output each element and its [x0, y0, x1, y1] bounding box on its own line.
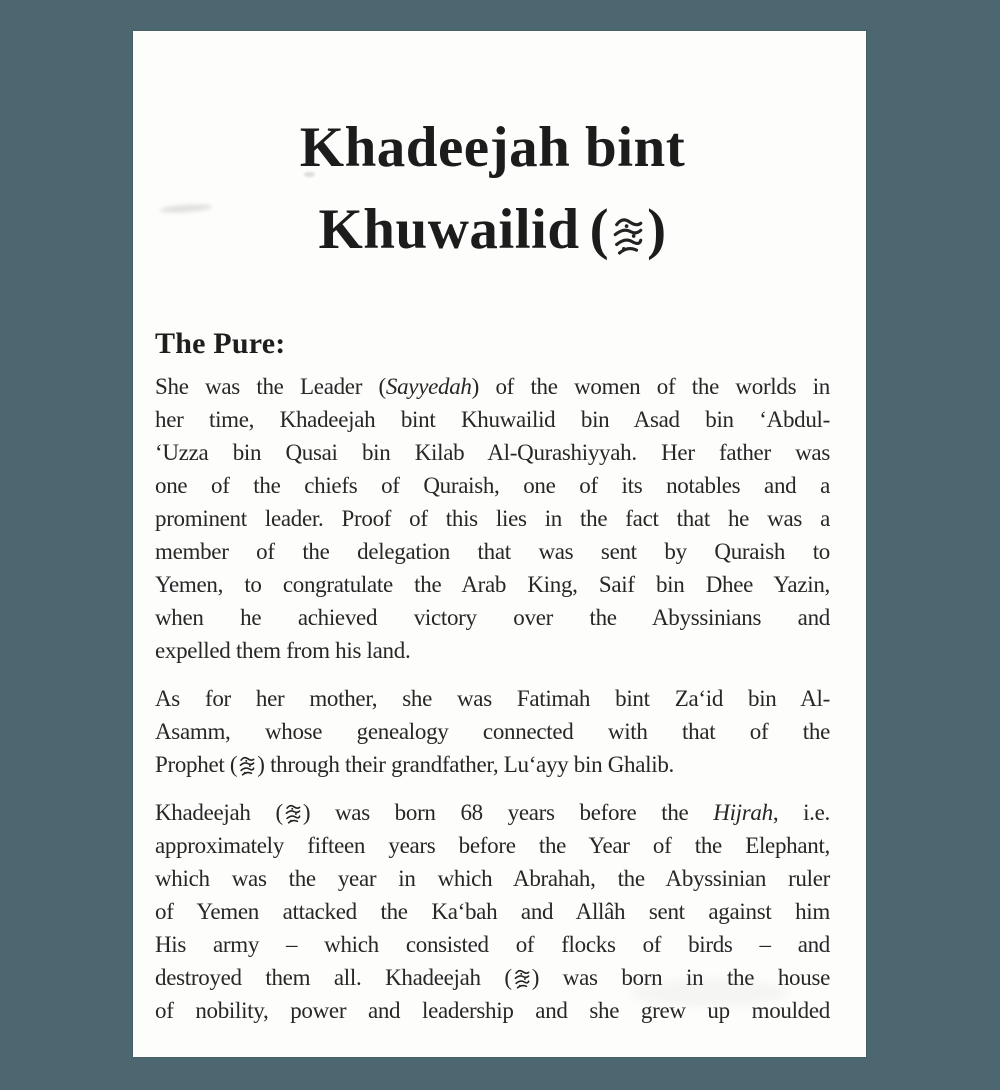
text-line — [155, 403, 830, 436]
text-segment: ‘Uzza bin Qusai bin Kilab Al-Qurashiyyah. Her father was — [155, 440, 830, 466]
text-segment: which was the year in which Abrahah, the Abyssinian ruler — [155, 866, 830, 892]
paragraph — [155, 682, 830, 781]
text-segment: expelled them from his land. — [155, 638, 411, 664]
text-segment: of Yemen attacked the Ka‘bah and Allâh sent against him — [155, 899, 830, 925]
text-segment: Sayyedah — [385, 374, 472, 400]
text-line — [155, 601, 830, 634]
text-line — [155, 634, 830, 667]
open-paren: ( — [589, 197, 610, 261]
body-paragraphs — [155, 370, 830, 1027]
text-segment: one of the chiefs of Quraish, one of its notables and a — [155, 473, 830, 499]
text-segment: Prophet ( — [155, 752, 238, 778]
text-segment: ) of the women of the worlds in — [471, 374, 830, 400]
chapter-title-name: Khuwailid — [318, 197, 580, 261]
chapter-title-line-2 — [155, 197, 830, 263]
radi-allahu-anha-icon — [283, 800, 303, 825]
close-paren: ) — [647, 197, 667, 261]
chapter-title — [155, 115, 830, 262]
chapter-title-line-1: Khadeejah bint — [299, 116, 686, 179]
text-segment: As for her mother, she was Fatimah bint Za‘id bin Al- — [155, 686, 830, 712]
text-segment: her time, Khadeejah bint Khuwailid bin Asad bin ‘Abdul- — [155, 407, 830, 433]
paragraph — [155, 370, 830, 667]
radi-allahu-anha-icon — [512, 965, 532, 990]
text-line — [155, 715, 830, 748]
text-segment: prominent leader. Proof of this lies in the fact that he was a — [155, 506, 830, 532]
text-segment: , i.e. — [772, 800, 830, 826]
text-line — [155, 796, 830, 829]
text-segment: destroyed them all. Khadeejah ( — [155, 965, 512, 991]
text-segment: Yemen, to congratulate the Arab King, Saif bin Dhee Yazin, — [155, 572, 830, 598]
text-line — [155, 928, 830, 961]
section-heading: The Pure: — [155, 327, 286, 361]
text-line — [155, 436, 830, 469]
text-segment: ) was born 68 years before the — [302, 800, 714, 826]
text-segment: Khadeejah ( — [155, 800, 283, 826]
sallallahu-alayhi-wa-sallam-icon — [237, 752, 257, 777]
text-line — [155, 535, 830, 568]
text-line — [155, 994, 830, 1027]
text-segment: member of the delegation that was sent by Quraish to — [155, 539, 830, 565]
paragraph — [155, 796, 830, 1027]
text-line — [155, 469, 830, 502]
text-segment: ) through their grandfather, Lu‘ayy bin Ghalib. — [257, 752, 675, 778]
text-line — [155, 961, 830, 994]
text-line — [155, 502, 830, 535]
text-segment: when he achieved victory over the Abyssinians and — [155, 605, 830, 631]
text-line — [155, 568, 830, 601]
text-segment: of nobility, power and leadership and she grew up moulded — [155, 998, 830, 1024]
title-honorific — [590, 198, 667, 261]
text-segment: approximately fifteen years before the Year of the Elephant, — [155, 833, 830, 859]
text-line — [155, 370, 830, 403]
radi-allahu-anha-icon — [609, 198, 647, 261]
book-page — [133, 31, 866, 1057]
text-line — [155, 682, 830, 715]
text-line — [155, 862, 830, 895]
text-segment: Asamm, whose genealogy connected with that of the — [155, 719, 830, 745]
text-line — [155, 829, 830, 862]
text-segment: His army – which consisted of flocks of birds – and — [155, 932, 830, 958]
text-segment: Hijrah — [713, 800, 773, 826]
text-segment: She was the Leader ( — [155, 374, 386, 400]
text-segment: ) was born in the house — [531, 965, 830, 991]
text-line — [155, 895, 830, 928]
text-line — [155, 748, 830, 781]
